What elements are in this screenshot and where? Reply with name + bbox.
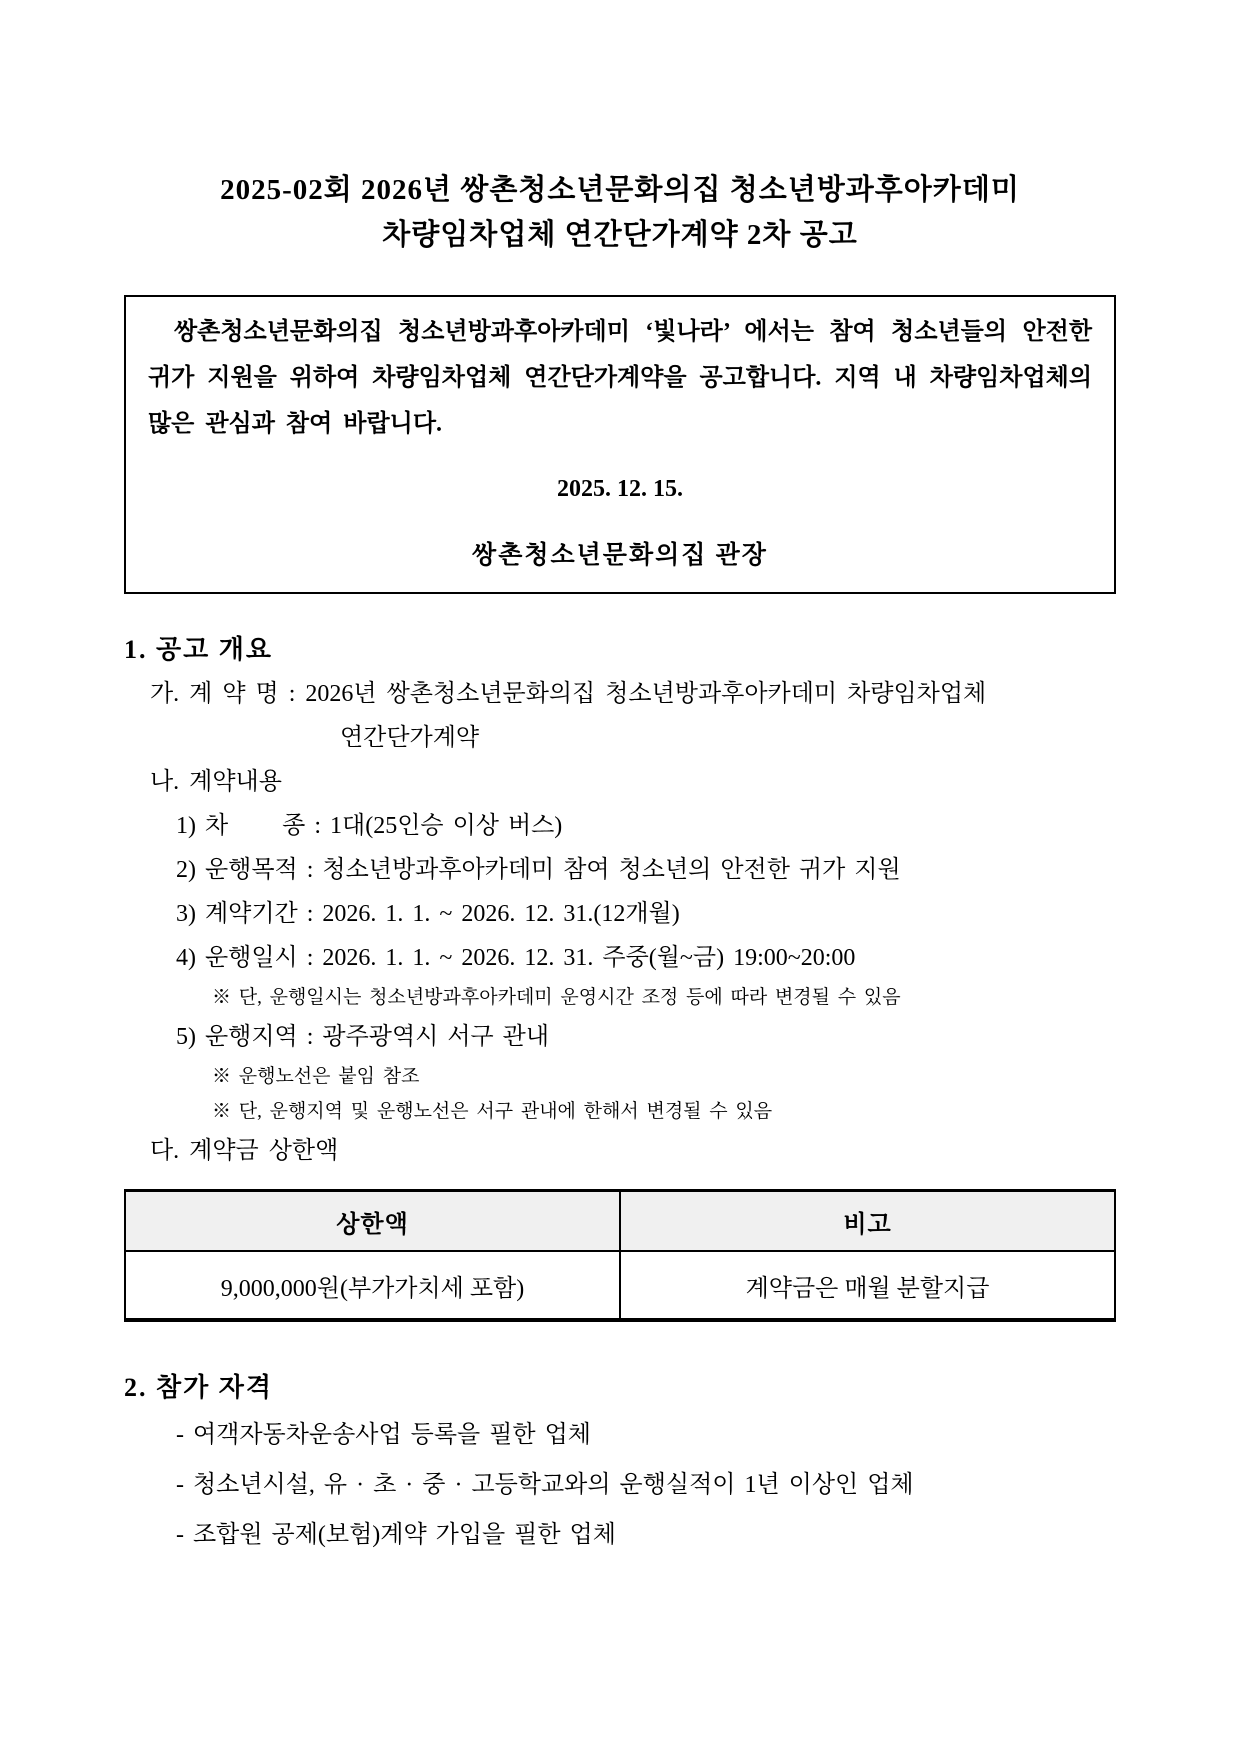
section-2-heading: 2. 참가 자격 [124, 1373, 273, 1402]
table-row [125, 1251, 1115, 1320]
intro-box [124, 295, 1116, 594]
document-title-line-2: 차량임차업체 연간단가계약 2차 공고 [382, 219, 858, 251]
contract-item-schedule: 4) 운행일시 : 2026. 1. 1. ~ 2026. 12. 31. 주중(월~금) 19:00~20:00 [176, 945, 856, 971]
price-cap-table [124, 1189, 1116, 1322]
section-1-heading: 1. 공고 개요 [124, 635, 273, 664]
table-cell-cap-amount: 9,000,000원(부가가치세 포함) [125, 1251, 620, 1320]
notice-date: 2025. 12. 15. [557, 476, 683, 502]
contract-name-continuation: 연간단가계약 [340, 725, 480, 751]
contract-item-vehicle-type: 1) 차 종 : 1대(25인승 이상 버스) [176, 813, 563, 839]
eligibility-item-experience: - 청소년시설, 유 · 초 · 중 · 고등학교와의 운행실적이 1년 이상인 업체 [176, 1472, 914, 1498]
notice-signature: 쌍촌청소년문화의집 관장 [472, 542, 768, 569]
contract-item-area-note-2: ※ 단, 운행지역 및 운행노선은 서구 관내에 한해서 변경될 수 있음 [212, 1101, 773, 1122]
contract-item-schedule-note: ※ 단, 운행일시는 청소년방과후아카데미 운영시간 조정 등에 따라 변경될 수 있음 [212, 987, 901, 1008]
contract-item-period: 3) 계약기간 : 2026. 1. 1. ~ 2026. 12. 31.(12개월) [176, 901, 680, 927]
price-cap-heading: 다. 계약금 상한액 [150, 1138, 339, 1164]
document-title-line-1: 2025-02회 2026년 쌍촌청소년문화의집 청소년방과후아카데미 [220, 174, 1020, 206]
contract-item-area: 5) 운행지역 : 광주광역시 서구 관내 [176, 1024, 550, 1050]
table-header-row [125, 1191, 1115, 1252]
contract-item-purpose: 2) 운행목적 : 청소년방과후아카데미 참여 청소년의 안전한 귀가 지원 [176, 857, 901, 883]
contract-item-area-note-1: ※ 운행노선은 붙임 참조 [212, 1066, 420, 1087]
intro-paragraph: 쌍촌청소년문화의집 청소년방과후아카데미 ‘빛나라’ 에서는 참여 청소년들의 안전한 귀가 지원을 위하여 차량임차업체 연간단가계약을 공고합니다. 지역 내 차량임차업체의 많은 관심과 참여 바랍니다. [148, 319, 1103, 437]
eligibility-item-registration: - 여객자동차운송사업 등록을 필한 업체 [176, 1422, 591, 1448]
table-cell-remarks: 계약금은 매월 분할지급 [620, 1251, 1115, 1320]
contract-name-line: 가. 계 약 명 : 2026년 쌍촌청소년문화의집 청소년방과후아카데미 차량임차업체 [150, 681, 987, 707]
eligibility-item-insurance: - 조합원 공제(보험)계약 가입을 필한 업체 [176, 1522, 616, 1548]
table-header-remarks: 비고 [620, 1191, 1115, 1252]
contract-contents-heading: 나. 계약내용 [150, 769, 282, 795]
table-header-cap-amount: 상한액 [125, 1191, 620, 1252]
